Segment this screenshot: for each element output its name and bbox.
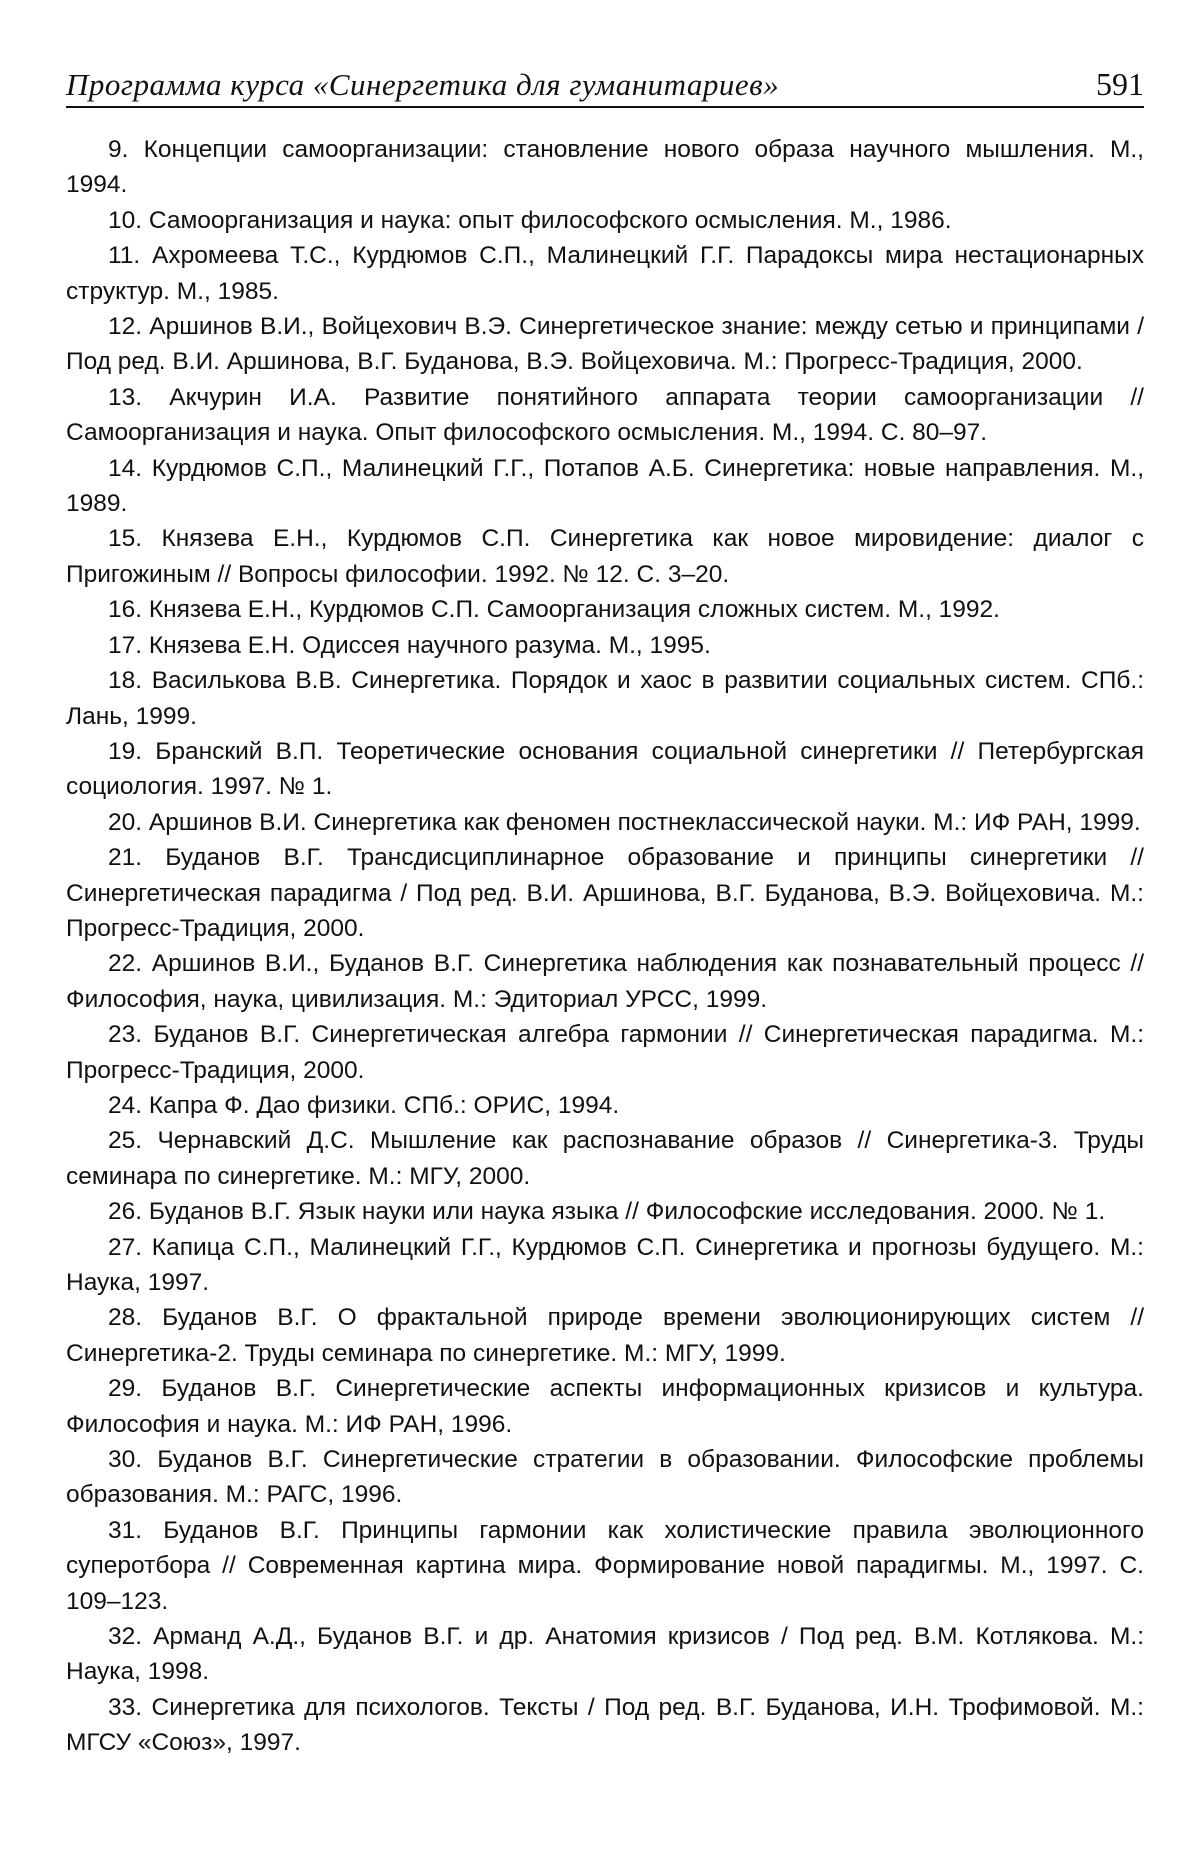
reference-item: 14. Курдюмов С.П., Малинецкий Г.Г., Потапов А.Б. Синергетика: новые направления. М., 1989. <box>66 454 1144 518</box>
reference-item: 29. Буданов В.Г. Синергетические аспекты информационных кризисов и культура. Философия и наука. М.: ИФ РАН, 1996. <box>66 1375 1144 1438</box>
reference-item: 9. Концепции самоорганизации: становление нового образа научного мышления. М., 1994. <box>66 136 1144 199</box>
book-page <box>66 40 1144 1761</box>
reference-item: 13. Акчурин И.А. Развитие понятийного аппарата теории самоорганизации // Самоорганизация и наука. Опыт философского осмысления. М., 1994. С. 80–97. <box>66 383 1144 447</box>
reference-item: 18. Василькова В.В. Синергетика. Порядок и хаос в развитии социальных систем. СПб.: Лань, 1999. <box>66 667 1144 730</box>
page-number: 591 <box>1096 66 1144 102</box>
reference-item: 22. Аршинов В.И., Буданов В.Г. Синергетика наблюдения как познавательный процесс // Философия, наука, цивилизация. М.: Эдиториал УРСС, 1999. <box>66 950 1144 1013</box>
reference-item: 25. Чернавский Д.С. Мышление как распознавание образов // Синергетика-3. Труды семинара по синергетике. М.: МГУ, 2000. <box>66 1127 1144 1190</box>
running-title: Программа курса «Синергетика для гуманитариев» <box>66 67 780 102</box>
reference-item: 32. Арманд А.Д., Буданов В.Г. и др. Анатомия кризисов / Под ред. В.М. Котлякова. М.: Наука, 1998. <box>66 1623 1144 1686</box>
reference-item: 17. Князева Е.Н. Одиссея научного разума. М., 1995. <box>108 631 711 659</box>
reference-item: 20. Аршинов В.И. Синергетика как феномен постнеклассической науки. М.: ИФ РАН, 1999. <box>108 808 1141 836</box>
reference-item: 31. Буданов В.Г. Принципы гармонии как холистические правила эволюционного суперотбора // Современная картина мира. Формирование новой парадигмы. М., 1997. С. 109–123. <box>66 1516 1144 1615</box>
reference-item: 28. Буданов В.Г. О фрактальной природе времени эволюционирующих систем // Синергетика-2. Труды семинара по синергетике. М.: МГУ, 1999. <box>66 1304 1144 1367</box>
reference-item: 24. Капра Ф. Дао физики. СПб.: ОРИС, 1994. <box>108 1091 620 1119</box>
reference-item: 21. Буданов В.Г. Трансдисциплинарное образование и принципы синергетики // Синергетическая парадигма / Под ред. В.И. Аршинова, В.Г. Буданова, В.Э. Войцеховича. М.: Прогресс-Традиция, 2000. <box>66 844 1144 942</box>
reference-item: 10. Самоорганизация и наука: опыт философского осмысления. М., 1986. <box>108 206 952 234</box>
reference-item: 16. Князева Е.Н., Курдюмов С.П. Самоорганизация сложных систем. М., 1992. <box>108 596 1000 624</box>
reference-list <box>66 132 1144 1761</box>
page-header <box>66 40 1144 108</box>
reference-item: 15. Князева Е.Н., Курдюмов С.П. Синергетика как новое мировидение: диалог с Пригожиным // Вопросы философии. 1992. № 12. С. 3–20. <box>66 525 1144 588</box>
reference-item: 33. Синергетика для психологов. Тексты / Под ред. В.Г. Буданова, И.Н. Трофимовой. М.: МГСУ «Союз», 1997. <box>66 1693 1144 1757</box>
reference-item: 23. Буданов В.Г. Синергетическая алгебра гармонии // Синергетическая парадигма. М.: Прогресс-Традиция, 2000. <box>66 1021 1144 1084</box>
reference-item: 27. Капица С.П., Малинецкий Г.Г., Курдюмов С.П. Синергетика и прогнозы будущего. М.: Наука, 1997. <box>66 1233 1144 1296</box>
reference-item: 19. Бранский В.П. Теоретические основания социальной синергетики // Петербургская социология. 1997. № 1. <box>66 737 1144 801</box>
reference-item: 26. Буданов В.Г. Язык науки или наука языка // Философские исследования. 2000. № 1. <box>108 1198 1106 1226</box>
reference-item: 12. Аршинов В.И., Войцехович В.Э. Синергетическое знание: между сетью и принципами / Под ред. В.И. Аршинова, В.Г. Буданова, В.Э. Войцеховича. М.: Прогресс-Традиция, 2000. <box>66 313 1144 376</box>
reference-item: 11. Ахромеева Т.С., Курдюмов С.П., Малинецкий Г.Г. Парадоксы мира нестационарных структур. М., 1985. <box>66 242 1144 305</box>
reference-item: 30. Буданов В.Г. Синергетические стратегии в образовании. Философские проблемы образования. М.: РАГС, 1996. <box>66 1446 1144 1509</box>
